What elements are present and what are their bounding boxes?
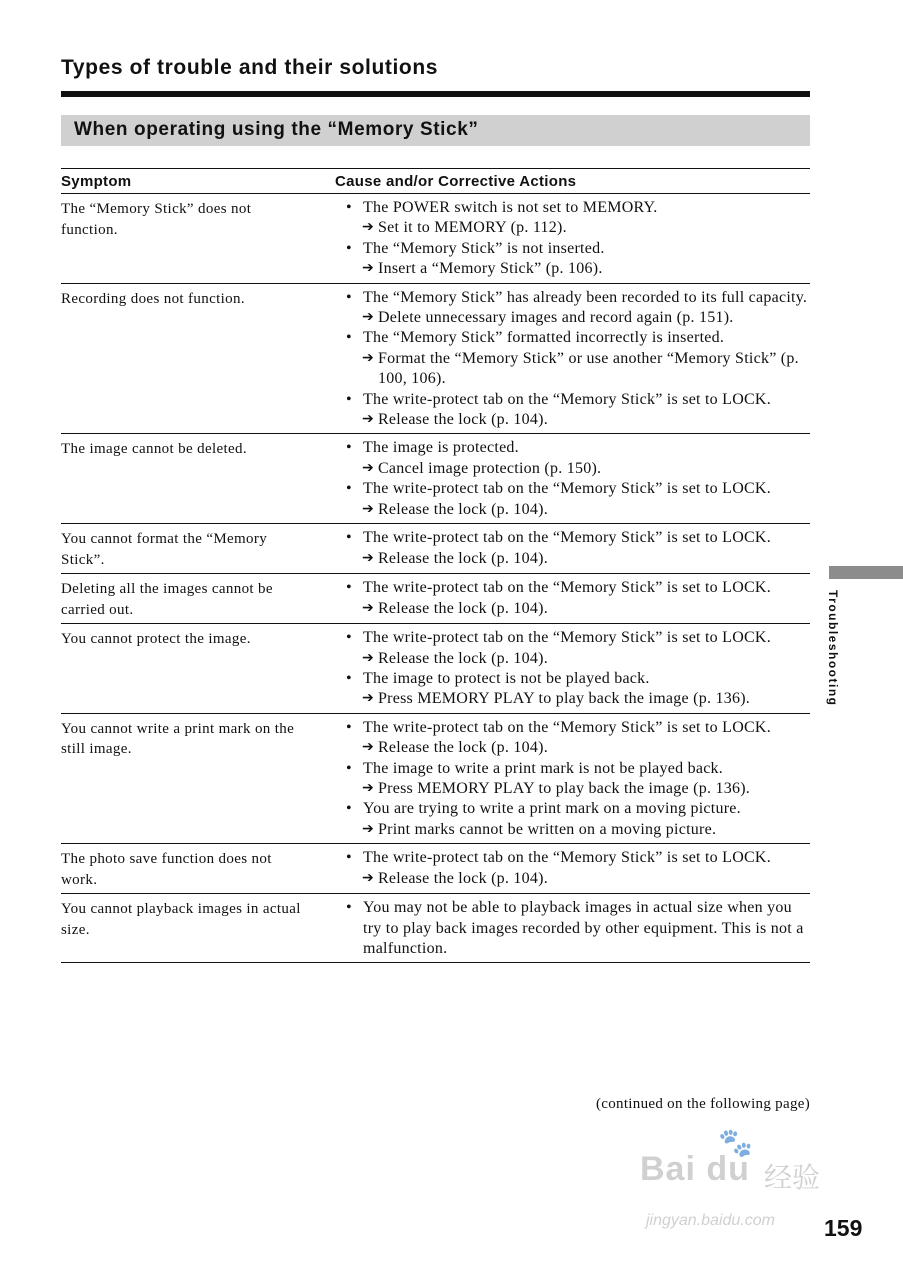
corrective-action	[335, 549, 810, 569]
corrective-action	[335, 500, 810, 520]
page-number: 159	[824, 1215, 863, 1241]
side-section-label: Troubleshooting	[826, 590, 840, 707]
cause-column-header: Cause and/or Corrective Actions	[335, 172, 577, 190]
action-text: Press MEMORY PLAY to play back the image (p. 136).	[378, 779, 751, 797]
action-text: Delete unnecessary images and record again (p. 151).	[378, 309, 734, 327]
page-heading: Types of trouble and their solutions	[61, 56, 439, 79]
table-row	[61, 894, 810, 963]
table-row	[61, 844, 810, 894]
cause-text: The “Memory Stick” is not inserted.	[363, 239, 605, 257]
arrow-right-icon: ➔	[362, 412, 374, 428]
corrective-action	[335, 738, 810, 758]
action-text: Release the lock (p. 104).	[378, 500, 548, 518]
cause-item	[335, 848, 810, 868]
cause-cell	[335, 718, 810, 840]
symptom-cell: Recording does not function.	[61, 290, 245, 307]
cause-text: The “Memory Stick” has already been recorded to its full capacity.	[363, 288, 808, 306]
table-row	[61, 194, 810, 284]
cause-text: The write-protect tab on the “Memory Stick” is set to LOCK.	[363, 579, 771, 597]
symptom-cell: You cannot playback images in actual size.	[61, 901, 301, 938]
bullet-icon: •	[346, 480, 352, 498]
arrow-right-icon: ➔	[362, 310, 374, 326]
cause-item	[335, 718, 810, 738]
arrow-right-icon: ➔	[362, 780, 374, 796]
bullet-icon: •	[346, 529, 352, 547]
symptom-cell: You cannot write a print mark on the still image.	[61, 720, 295, 758]
table-body	[61, 194, 810, 963]
cause-text: The write-protect tab on the “Memory Stick” is set to LOCK.	[363, 629, 771, 647]
action-text: Print marks cannot be written on a moving picture.	[378, 820, 717, 838]
section-bar	[61, 115, 810, 146]
cause-item	[335, 898, 810, 959]
corrective-action	[335, 218, 810, 238]
cause-cell	[335, 528, 810, 570]
arrow-right-icon: ➔	[362, 821, 374, 837]
bullet-icon: •	[346, 718, 352, 736]
bullet-icon: •	[346, 329, 352, 347]
corrective-action	[335, 820, 810, 840]
cause-text: The image is protected.	[363, 439, 519, 457]
cause-text: The write-protect tab on the “Memory Stick” is set to LOCK.	[363, 529, 771, 547]
action-text: Release the lock (p. 104).	[378, 649, 548, 667]
bullet-icon: •	[346, 899, 352, 917]
cause-text: The POWER switch is not set to MEMORY.	[363, 199, 658, 216]
arrow-right-icon: ➔	[362, 460, 374, 476]
corrective-action	[335, 459, 810, 479]
cause-item	[335, 799, 810, 819]
continued-note: (continued on the following page)	[595, 1096, 810, 1112]
bullet-icon: •	[346, 439, 352, 457]
action-text: Release the lock (p. 104).	[378, 411, 548, 429]
paw-icon: 🐾	[718, 1128, 753, 1159]
cause-item	[335, 239, 810, 259]
action-text: Cancel image protection (p. 150).	[378, 459, 602, 477]
corrective-action	[335, 410, 810, 430]
cause-item	[335, 390, 810, 410]
corrective-action	[335, 259, 810, 279]
bullet-icon: •	[346, 390, 352, 408]
bullet-icon: •	[346, 629, 352, 647]
action-text: Set it to MEMORY (p. 112).	[378, 219, 567, 237]
symptom-cell: The image cannot be deleted.	[61, 441, 247, 458]
cause-item	[335, 578, 810, 598]
table-header	[61, 169, 810, 194]
watermark-url: jingyan.baidu.com	[646, 1212, 775, 1229]
bullet-icon: •	[346, 669, 352, 687]
cause-text: The image to write a print mark is not be played back.	[363, 759, 724, 777]
corrective-action	[335, 869, 810, 889]
action-text: Format the “Memory Stick” or use another “Memory Stick” (p. 100, 106).	[378, 349, 799, 388]
action-text: Release the lock (p. 104).	[378, 869, 548, 887]
troubleshooting-table	[61, 168, 810, 963]
action-text: Release the lock (p. 104).	[378, 549, 548, 567]
bullet-icon: •	[346, 288, 352, 306]
symptom-cell: Deleting all the images cannot be carried out.	[61, 581, 273, 618]
arrow-right-icon: ➔	[362, 870, 374, 886]
cause-cell	[335, 628, 810, 710]
symptom-cell: You cannot protect the image.	[61, 631, 251, 648]
cause-text: The “Memory Stick” formatted incorrectly is inserted.	[363, 329, 725, 347]
action-text: Press MEMORY PLAY to play back the image (p. 136).	[378, 690, 751, 708]
table-row	[61, 434, 810, 524]
cause-text: The image to protect is not be played back.	[363, 669, 650, 687]
table-row	[61, 524, 810, 574]
table-row	[61, 624, 810, 714]
action-text: Release the lock (p. 104).	[378, 599, 548, 617]
action-text: Release the lock (p. 104).	[378, 739, 548, 757]
corrective-action	[335, 689, 810, 709]
arrow-right-icon: ➔	[362, 220, 374, 236]
cause-cell	[335, 898, 810, 959]
cause-cell	[335, 198, 810, 280]
cause-item	[335, 759, 810, 779]
corrective-action	[335, 779, 810, 799]
cause-text: The write-protect tab on the “Memory Stick” is set to LOCK.	[363, 480, 771, 498]
cause-text: The write-protect tab on the “Memory Stick” is set to LOCK.	[363, 718, 771, 736]
action-text: Insert a “Memory Stick” (p. 106).	[378, 260, 603, 278]
corrective-action	[335, 308, 810, 328]
corrective-action	[335, 599, 810, 619]
watermark	[640, 1128, 840, 1250]
symptom-column-header: Symptom	[61, 172, 132, 190]
bullet-icon: •	[346, 199, 352, 216]
cause-text: The write-protect tab on the “Memory Stick” is set to LOCK.	[363, 849, 771, 867]
bullet-icon: •	[346, 849, 352, 867]
arrow-right-icon: ➔	[362, 550, 374, 566]
symptom-cell: You cannot format the “Memory Stick”.	[61, 531, 268, 568]
cause-text: The write-protect tab on the “Memory Stick” is set to LOCK.	[363, 390, 771, 408]
corrective-action	[335, 649, 810, 669]
cause-text: You are trying to write a print mark on a moving picture.	[363, 800, 741, 818]
cause-cell	[335, 578, 810, 620]
arrow-right-icon: ➔	[362, 350, 374, 366]
bullet-icon: •	[346, 759, 352, 777]
cause-item	[335, 328, 810, 348]
table-row	[61, 574, 810, 624]
bullet-icon: •	[346, 239, 352, 257]
table-row	[61, 284, 810, 435]
cause-item	[335, 198, 810, 218]
bullet-icon: •	[346, 579, 352, 597]
arrow-right-icon: ➔	[362, 650, 374, 666]
corrective-action	[335, 349, 810, 390]
cause-cell	[335, 288, 810, 431]
bullet-icon: •	[346, 800, 352, 818]
cause-cell	[335, 848, 810, 890]
symptom-cell: The “Memory Stick” does not function.	[61, 201, 252, 238]
section-index-tab	[829, 566, 903, 579]
arrow-right-icon: ➔	[362, 261, 374, 277]
cause-text: You may not be able to playback images in actual size when you try to play back images recorded by other equipment. This is not a malfunction.	[363, 899, 804, 957]
cause-item	[335, 528, 810, 548]
section-title: When operating using the “Memory Stick”	[74, 119, 479, 140]
table-row	[61, 714, 810, 844]
arrow-right-icon: ➔	[362, 740, 374, 756]
cause-item	[335, 628, 810, 648]
arrow-right-icon: ➔	[362, 501, 374, 517]
cause-item	[335, 479, 810, 499]
cause-item	[335, 438, 810, 458]
symptom-cell: The photo save function does not work.	[61, 851, 272, 888]
cause-cell	[335, 438, 810, 520]
arrow-right-icon: ➔	[362, 600, 374, 616]
cause-item	[335, 669, 810, 689]
arrow-right-icon: ➔	[362, 691, 374, 707]
watermark-chinese: 经验	[764, 1161, 821, 1194]
watermark-logo: Bai du	[640, 1150, 750, 1188]
cause-item	[335, 288, 810, 308]
heading-rule	[61, 91, 810, 97]
